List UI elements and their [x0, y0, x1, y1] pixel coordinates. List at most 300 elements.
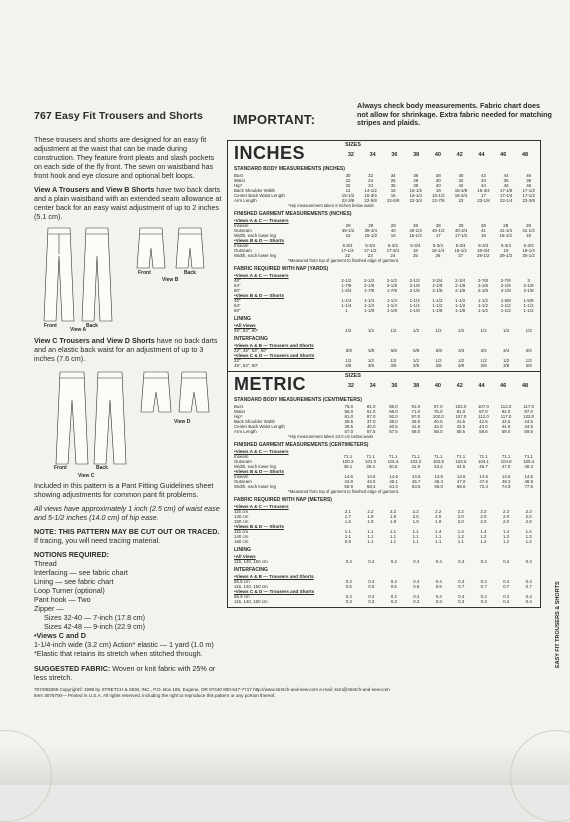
cell-value: 19 — [526, 233, 531, 238]
row-label: Width, each lower leg — [234, 464, 276, 469]
cell-value: 23 — [367, 253, 373, 258]
cell-value: 17-1/2 — [522, 188, 535, 193]
cell-value: 0.3 — [480, 599, 487, 604]
row-label: Width, each lower leg — [234, 233, 276, 238]
body-measurements-heading: STANDARD BODY MEASUREMENTS (CENTIMETERS) — [234, 397, 362, 403]
figure-views-cd — [34, 368, 224, 472]
fig-a-back-label: Back — [86, 323, 98, 329]
cell-value: 3/8 — [345, 363, 352, 368]
cell-value: 38 — [435, 173, 441, 178]
interfacing-group-name: •Views A & B — Trousers and Shorts — [234, 574, 314, 579]
cell-value: 3/4 — [458, 348, 465, 353]
row-label: Center Back Waist Length — [234, 193, 285, 198]
cell-value: 1-1/4 — [386, 303, 397, 308]
cell-value: 2-1/8 — [500, 288, 511, 293]
cell-value: 0.4 — [525, 599, 532, 604]
cell-value: 57.5 — [366, 429, 376, 434]
cell-value: 2-1/8 — [409, 288, 420, 293]
cell-value: 22-7/8 — [432, 198, 445, 203]
cell-value: 1.4 — [457, 529, 464, 534]
cell-value: 18-1/2 — [454, 248, 467, 253]
row-label: 22" — [234, 358, 241, 363]
cell-value: 0.6 — [368, 584, 375, 589]
cell-value: 1-1/8 — [432, 308, 443, 313]
lining-heading: LINING — [234, 547, 251, 553]
cell-value: 74.9 — [501, 484, 511, 489]
cell-value: 1.1 — [435, 539, 442, 544]
cell-value: 2-7/8 — [477, 278, 488, 283]
cell-value: 19-1/4 — [522, 248, 535, 253]
table-row — [228, 308, 540, 313]
cell-value: 18 — [480, 233, 486, 238]
finished-group-name: •Views A & C — Trousers — [234, 449, 289, 454]
cell-value: 5/8 — [413, 348, 420, 353]
cell-value: 1.2 — [480, 539, 487, 544]
cell-value: 14 — [345, 188, 351, 193]
cell-value: 42.5 — [479, 419, 488, 424]
cell-value: 55.9 — [344, 484, 353, 489]
cell-value: 1.1 — [435, 534, 442, 539]
interfacing-heading: INTERFACING — [234, 336, 268, 342]
cell-value: 18 — [412, 248, 418, 253]
cell-value: 92.0 — [389, 414, 398, 419]
cell-value: 0.4 — [525, 559, 532, 564]
cell-value: 45.7 — [411, 479, 421, 484]
cell-value: 2.0 — [412, 514, 419, 519]
cell-value: 42 — [481, 173, 486, 178]
cell-value: 15 — [390, 188, 396, 193]
cell-value: 3/8 — [435, 363, 442, 368]
cell-value: 1.4 — [525, 529, 532, 534]
cell-value: 97.0 — [524, 409, 533, 414]
cell-value: 34 — [368, 183, 374, 188]
view-cd-description — [34, 336, 224, 363]
cell-value: 47.0 — [501, 464, 511, 469]
cell-value: 1/2 — [525, 328, 532, 333]
cell-value: 34 — [481, 178, 486, 183]
cell-value: 44 — [481, 183, 486, 188]
row-label: 150 cm — [234, 519, 249, 524]
cell-value: 1-1/4 — [364, 298, 375, 303]
body-note: *Hip measurement taken 23.0 cm below waist — [288, 434, 373, 439]
cell-value: 16-3/4 — [454, 193, 468, 198]
cell-value: 97.0 — [411, 414, 421, 419]
row-label: Hip* — [234, 183, 243, 188]
cut-note-text: If tracing, you will need tracing material. — [34, 536, 161, 545]
cell-value: 38 — [526, 178, 532, 183]
cell-value: 68.6 — [456, 484, 466, 489]
cell-value: 2.0 — [502, 519, 510, 524]
cell-value: 58.4 — [366, 484, 376, 489]
cell-value: 3/4 — [480, 348, 487, 353]
size-header: 32 — [347, 152, 354, 158]
row-label: Waist — [234, 178, 245, 183]
lining-heading: LINING — [234, 316, 251, 322]
cell-value: 104.1 — [478, 459, 489, 464]
cell-value: 2-1/8 — [500, 283, 511, 288]
rights-line: Item 3076700— Printed in U.S.A. All rights reserved, including the right to reproduce this pattern or any portion thereof. — [34, 693, 276, 698]
cell-value: 14.6 — [411, 474, 421, 479]
cell-value: 1/2 — [480, 358, 487, 363]
size-header: 38 — [413, 383, 420, 389]
cell-value: 71.1 — [456, 454, 466, 459]
cell-value: 44.5 — [524, 424, 533, 429]
elastic-footnote: *Elastic that retains its stretch when stitched through. — [34, 649, 203, 658]
size-header: 44 — [478, 383, 485, 389]
cell-value: 16-1/2 — [409, 233, 422, 238]
cell-value: 28 — [413, 178, 419, 183]
cell-value: 29-1/2 — [499, 253, 513, 258]
cell-value: 46.4 — [434, 479, 443, 484]
cell-value: 87.0 — [366, 414, 376, 419]
cell-value: 15-1/2 — [341, 193, 355, 198]
cell-value: 1-1/2 — [500, 303, 511, 308]
cell-value: 14.6 — [389, 474, 398, 479]
cell-value: 58.5 — [456, 429, 466, 434]
cell-value: 1/2 — [367, 328, 374, 333]
cell-value: 1-1/4 — [341, 303, 352, 308]
envelope-curve — [0, 730, 52, 822]
cell-value: 1-1/4 — [409, 298, 420, 303]
fig-b-front-label: Front — [138, 270, 151, 276]
cell-value: 0.4 — [458, 579, 465, 584]
cell-value: 1/2 — [345, 328, 352, 333]
cell-value: 5/8 — [390, 348, 397, 353]
cell-value: 0.4 — [390, 594, 397, 599]
cell-value: 92.0 — [501, 409, 511, 414]
cut-note — [34, 527, 224, 545]
cell-value: 1/2 — [345, 358, 352, 363]
row-label: 115, 140, 150 cm — [234, 584, 268, 589]
notion-item: Interfacing — see fabric chart — [34, 568, 128, 577]
metric-section — [228, 372, 540, 607]
cell-value: 24 — [368, 178, 374, 183]
cell-value: 1.1 — [412, 529, 419, 534]
cell-value: 0.6 — [390, 584, 397, 589]
cell-value: 0.4 — [525, 579, 532, 584]
cell-value: 3/8 — [367, 363, 374, 368]
cell-value: 66.0 — [434, 484, 443, 489]
cell-value: 42 — [458, 183, 464, 188]
sizes-label: SIZES — [345, 142, 361, 148]
cell-value: 3/8 — [412, 363, 420, 368]
cell-value: 38.1 — [343, 464, 353, 469]
row-label: Inseam — [234, 454, 249, 459]
cell-value: 18-1/2 — [499, 233, 512, 238]
size-header: 34 — [369, 383, 376, 389]
finished-table — [228, 223, 540, 238]
cell-value: 41.9 — [411, 464, 420, 469]
cell-value: 0.4 — [480, 559, 487, 564]
row-label: 45", 54", 60" — [234, 328, 259, 333]
cell-value: 0.3 — [458, 599, 465, 604]
row-label: Outseam — [234, 459, 252, 464]
interfacing-heading: INTERFACING — [234, 567, 268, 573]
view-ab-heading: View A Trousers and View B Shorts — [34, 185, 155, 194]
copyright-footer — [34, 687, 554, 699]
cell-value: 34 — [390, 173, 396, 178]
cell-value: 0.4 — [345, 579, 352, 584]
cell-value: 0.3 — [390, 599, 397, 604]
cell-value: 35.5 — [344, 419, 354, 424]
cell-value: 2-1/8 — [477, 283, 488, 288]
cell-value: 1.2 — [502, 539, 510, 544]
body-measurements-table — [228, 404, 540, 434]
cell-value: 2.0 — [502, 514, 510, 519]
row-label: Hip* — [234, 414, 243, 419]
cell-value: 1.2 — [480, 534, 487, 539]
cell-value: 46 — [503, 183, 509, 188]
cell-value: 1.1 — [367, 534, 374, 539]
cell-value: 48.3 — [501, 479, 511, 484]
cell-value: 87.0 — [479, 409, 488, 414]
fabric-group-name: •Views A & C — Trousers — [234, 504, 289, 509]
cell-value: 1-1/8 — [409, 308, 420, 313]
cell-value: 5/8 — [368, 348, 375, 353]
important-note: Always check body measurements. Fabric chart does not allow for shrinkage. Extra fabric needed for matching stripes and plaids. — [357, 101, 552, 127]
view-ab-text: have two back darts and a plain waistband with an extended seam allowance at center back for an easy waist adjustment of up to 2 inches (5.1 cm). — [34, 185, 222, 221]
cell-value: 1-1/2 — [500, 308, 511, 313]
cell-value: 17 — [435, 233, 441, 238]
cell-value: 14.6 — [434, 474, 443, 479]
fabric-group-name: •Views A & C — Trousers — [234, 273, 289, 278]
cell-value: 17-1/4 — [341, 248, 354, 253]
row-label: Back Shoulder Width — [234, 419, 275, 424]
sizes-label: SIZES — [345, 373, 361, 379]
lining-table — [228, 559, 540, 564]
fabric-heading: FABRIC REQUIRED WITH NAP (YARDS) — [234, 266, 329, 272]
cell-value: 71.1 — [388, 454, 398, 459]
copyright-line: 767/093086 Copyright© 1998 by STRETCH & SEW, INC., P.O. Box 185, Eugene, OR 97440 800-547-7717 http://www.stretch-and-sew.com e-mail: ssm@stretch-and-sew.com — [34, 687, 390, 692]
row-label: Waist — [234, 409, 245, 414]
cell-value: 1/2 — [503, 328, 510, 333]
cell-value: 44.5 — [524, 419, 533, 424]
cell-value: 1-1/4 — [364, 303, 375, 308]
cell-value: 112.0 — [500, 404, 512, 409]
cell-value: 1-1/2 — [455, 298, 466, 303]
cell-value: 42.0 — [433, 424, 443, 429]
cell-value: 23-1/8 — [477, 198, 490, 203]
finished-heading: FINISHED GARMENT MEASUREMENTS (CENTIMETERS) — [234, 442, 369, 448]
cell-value: 2-1/2 — [341, 278, 352, 283]
cell-value: 1.9 — [435, 519, 442, 524]
section-spacer — [228, 368, 540, 371]
cell-value: 3/8 — [390, 363, 397, 368]
cell-value: 59.5 — [524, 429, 533, 434]
cell-value: 39.4 — [366, 464, 375, 469]
cell-value: 25 — [412, 253, 418, 258]
size-header: 36 — [391, 152, 398, 158]
cell-value: 0.4 — [390, 559, 397, 564]
view-ab-description — [34, 185, 224, 221]
row-label: 60" — [234, 308, 241, 313]
row-label: Width, each lower leg — [234, 484, 276, 489]
size-header: 44 — [478, 152, 485, 158]
side-title — [553, 560, 565, 670]
page-edge-shadow — [0, 745, 570, 785]
cell-value: 2-1/8 — [409, 283, 420, 288]
cell-value: 3/8 — [458, 363, 465, 368]
cell-value: 102.9 — [432, 459, 444, 464]
cell-value: 1-7/8 — [364, 288, 375, 293]
cell-value: 1.1 — [457, 539, 464, 544]
cell-value: 1-1/2 — [523, 303, 534, 308]
cell-value: 5-3/4 — [342, 243, 353, 248]
cell-value: 44.5 — [456, 464, 466, 469]
cell-value: 41-1/2 — [522, 228, 535, 233]
cell-value: 16 — [435, 188, 441, 193]
cell-value: 32 — [458, 178, 464, 183]
cell-value: 71.1 — [366, 454, 375, 459]
inches-section — [228, 141, 540, 372]
pattern-description — [34, 112, 224, 687]
fig-c-back-label: Back — [96, 465, 108, 471]
row-label: 115 cm — [234, 529, 249, 534]
cell-value: 1-1/4 — [409, 303, 420, 308]
cell-value: 0.9 — [344, 539, 351, 544]
row-label: 140 cm — [234, 514, 249, 519]
cell-value: 39-3/4 — [364, 228, 378, 233]
cell-value: 102.2 — [410, 459, 422, 464]
cell-value: 40.0 — [366, 424, 376, 429]
figure-views-ab — [34, 226, 224, 329]
cell-value: 23-3/8 — [522, 198, 535, 203]
cell-value: 102.0 — [432, 414, 444, 419]
table-row — [228, 539, 540, 544]
row-label: Arm Length — [234, 198, 257, 203]
cell-value: 40.5 — [389, 424, 398, 429]
cell-value: 0.4 — [368, 579, 375, 584]
cell-value: 66.0 — [389, 409, 398, 414]
cell-value: 0.7 — [525, 584, 532, 589]
cell-value: 1.1 — [367, 539, 374, 544]
cell-value: 22-5/8 — [364, 198, 377, 203]
cell-value: 0.3 — [413, 599, 420, 604]
cell-value: 1/2 — [458, 328, 465, 333]
metric-title: METRIC — [234, 374, 306, 394]
cell-value: 81.0 — [344, 414, 354, 419]
cell-value: 101.0 — [365, 459, 377, 464]
cell-value: 44.5 — [366, 479, 376, 484]
cell-value: 28 — [503, 223, 509, 228]
cell-value: 0.4 — [435, 559, 442, 564]
cell-value: 101.6 — [387, 459, 399, 464]
cell-value: 17-1/2 — [363, 248, 377, 253]
cell-value: 2.3 — [502, 509, 510, 514]
cell-value: 2-1/8 — [364, 283, 375, 288]
cell-value: 41.5 — [456, 419, 466, 424]
cell-value: 17-1/2 — [454, 233, 468, 238]
cell-value: 77.5 — [524, 484, 533, 489]
size-header: 38 — [413, 152, 420, 158]
cell-value: 0.4 — [345, 559, 352, 564]
cell-value: 1-5/8 — [500, 298, 511, 303]
cell-value: 2.0 — [480, 519, 487, 524]
finished-table — [228, 243, 540, 258]
size-header: 40 — [434, 152, 441, 158]
row-label: Bust — [234, 404, 243, 409]
fabric-table — [228, 278, 540, 293]
cell-value: 71.0 — [411, 409, 421, 414]
cell-value: 2-1/8 — [432, 288, 443, 293]
section-spacer — [228, 604, 540, 607]
cell-value: 1.6 — [344, 519, 351, 524]
row-label: 140 cm — [234, 534, 249, 539]
fabric-group-name: •Views B & D — Shorts — [234, 293, 285, 298]
cell-value: 5-3/4 — [500, 243, 511, 248]
cell-value: 1.9 — [412, 519, 419, 524]
cell-value: 22 — [345, 178, 351, 183]
cell-value: 40 — [458, 173, 464, 178]
cell-value: 14.6 — [344, 474, 353, 479]
views-cd-notion-heading: •Views C and D — [34, 631, 86, 640]
cell-value: 5-3/4 — [432, 243, 443, 248]
size-header: 32 — [347, 383, 354, 389]
cell-value: 40.5 — [433, 419, 443, 424]
cell-value: 81.0 — [366, 404, 376, 409]
row-label: Outseam — [234, 228, 252, 233]
cell-value: 23 — [458, 198, 464, 203]
cell-value: 1/2 — [412, 328, 420, 333]
cell-value: 38.0 — [389, 419, 398, 424]
cell-value: 39.5 — [411, 419, 421, 424]
cell-value: 2.2 — [435, 509, 442, 514]
notion-item: Pant hook — Two — [34, 595, 91, 604]
cell-value: 58.5 — [479, 429, 488, 434]
cell-value: 1/2 — [435, 358, 442, 363]
cell-value: 48.9 — [524, 479, 533, 484]
cell-value: 1.1 — [389, 539, 397, 544]
size-header: 46 — [500, 152, 507, 158]
cell-value: 2-1/8 — [386, 283, 397, 288]
row-label: 55.9 cm — [234, 594, 250, 599]
cell-value: 0.4 — [503, 594, 510, 599]
size-header: 34 — [369, 152, 376, 158]
cell-value: 0.4 — [503, 599, 510, 604]
cell-value: 39.5 — [344, 424, 354, 429]
lining-sub: •All Views — [234, 554, 256, 559]
cell-value: 0.4 — [435, 594, 442, 599]
cell-value: 2-1/8 — [523, 283, 534, 288]
cell-value: 71.1 — [434, 454, 443, 459]
cell-value: 1-1/8 — [364, 308, 375, 313]
cell-value: 1/2 — [503, 358, 510, 363]
row-label: 60" — [234, 288, 241, 293]
cell-value: 22 — [345, 253, 350, 258]
cell-value: 1.8 — [367, 519, 374, 524]
cell-value: 117.0 — [523, 404, 534, 409]
cell-value: 2-1/2 — [386, 278, 397, 283]
cell-value: 117.0 — [500, 414, 512, 419]
cell-value: 0.4 — [413, 579, 420, 584]
cell-value: 28 — [480, 223, 486, 228]
suggested-fabric-heading: SUGGESTED FABRIC: — [34, 664, 111, 673]
cell-value: 28-1/2 — [477, 253, 490, 258]
cell-value: 40.6 — [388, 464, 398, 469]
cell-value: 1.1 — [367, 529, 374, 534]
cell-value: 0.4 — [368, 594, 375, 599]
body-measurements-table — [228, 173, 540, 203]
cell-value: 2-1/8 — [523, 288, 534, 293]
suggested-fabric-text: Woven or knit fabric with 25% or less stretch. — [34, 664, 216, 682]
cell-value: 57.5 — [389, 429, 398, 434]
cell-value: 59.0 — [501, 429, 511, 434]
cell-value: 1-1/2 — [432, 298, 443, 303]
cell-value: 14.6 — [366, 474, 376, 479]
interfacing-group-name: •Views C & D — Trousers and Shorts — [234, 589, 315, 594]
cell-value: 1-1/4 — [341, 298, 352, 303]
row-label: 115, 140, 150 cm — [234, 599, 268, 604]
